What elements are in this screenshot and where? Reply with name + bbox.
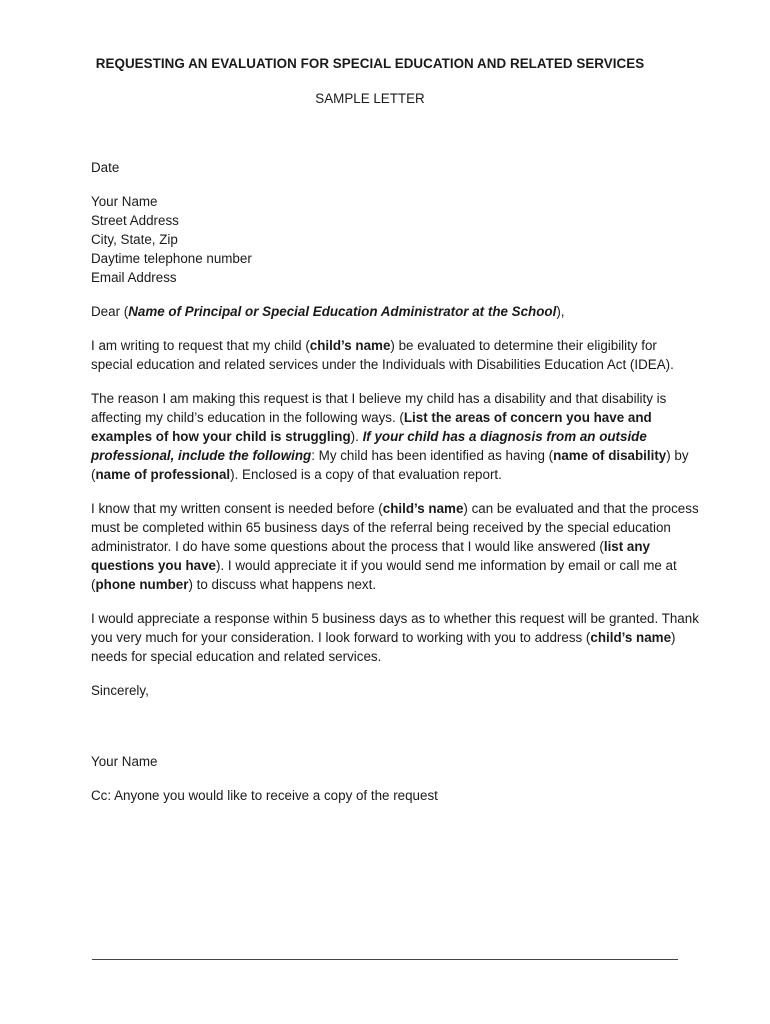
salutation-suffix: ),	[556, 304, 565, 319]
sender-street: Street Address	[91, 213, 179, 228]
placeholder-childs-name: child’s name	[309, 338, 391, 353]
sender-address-block	[91, 192, 701, 287]
signature-space	[91, 715, 701, 752]
text-run: ) can be evaluated and that the process must be completed within 65 business days of the referral being received by the special education administrator. I do have some questions about the process that I would like answered (	[91, 501, 699, 554]
text-run: ) needs for special education and related services.	[91, 630, 676, 664]
text-run: ). I would appreciate it if you would send me information by email or call me at (	[91, 558, 677, 592]
text-run: I would appreciate a response within 5 business days as to whether this request will be granted. Thank you very much for your consideration. I look forward to working with you to address (	[91, 611, 699, 645]
text-run: The reason I am making this request is that I believe my child has a disability and that disability is affecting my child’s education in the following ways. (	[91, 391, 667, 425]
sender-name: Your Name	[91, 194, 158, 209]
document-subtitle: SAMPLE LETTER	[315, 91, 425, 106]
placeholder-name-of-disability: name of disability	[553, 448, 667, 463]
document-title: REQUESTING AN EVALUATION FOR SPECIAL EDUCATION AND RELATED SERVICES	[95, 56, 645, 71]
text-run: ).	[350, 429, 363, 444]
signature-name: Your Name	[91, 754, 158, 769]
sender-city: City, State, Zip	[91, 232, 178, 247]
instruction-diagnosis: If your child has a diagnosis from an outside professional, include the following	[91, 429, 647, 463]
paragraph-consent	[91, 499, 701, 594]
placeholder-name-of-professional: name of professional	[95, 467, 231, 482]
paragraph-reason	[91, 389, 701, 484]
text-run: ) be evaluated to determine their eligibility for special education and related services under the Individuals with Disabilities Education Act (IDEA).	[91, 338, 674, 372]
text-run: I know that my written consent is needed before (	[91, 501, 383, 516]
placeholder-childs-name: child’s name	[590, 630, 672, 645]
text-run: I am writing to request that my child (	[91, 338, 310, 353]
paragraph-request	[91, 336, 701, 374]
salutation	[91, 302, 701, 321]
placeholder-areas-of-concern: List the areas of concern you have and examples of how your child is struggling	[91, 410, 652, 444]
sender-email: Email Address	[91, 270, 177, 285]
cc-line: Cc: Anyone you would like to receive a copy of the request	[91, 788, 438, 803]
salutation-prefix: Dear (	[91, 304, 129, 319]
date-line: Date	[91, 160, 120, 175]
salutation-recipient: Name of Principal or Special Education Administrator at the School	[128, 304, 557, 319]
text-run: ). Enclosed is a copy of that evaluation report.	[230, 467, 502, 482]
placeholder-questions: list any questions you have	[91, 539, 651, 573]
letter-body	[91, 158, 701, 820]
text-run: ) to discuss what happens next.	[188, 577, 377, 592]
paragraph-response	[91, 609, 701, 666]
sender-phone: Daytime telephone number	[91, 251, 252, 266]
placeholder-phone-number: phone number	[95, 577, 189, 592]
placeholder-childs-name: child’s name	[382, 501, 464, 516]
closing: Sincerely,	[91, 683, 149, 698]
text-run: : My child has been identified as having (	[311, 448, 554, 463]
footer-rule	[92, 959, 678, 960]
text-run: ) by (	[91, 448, 689, 482]
